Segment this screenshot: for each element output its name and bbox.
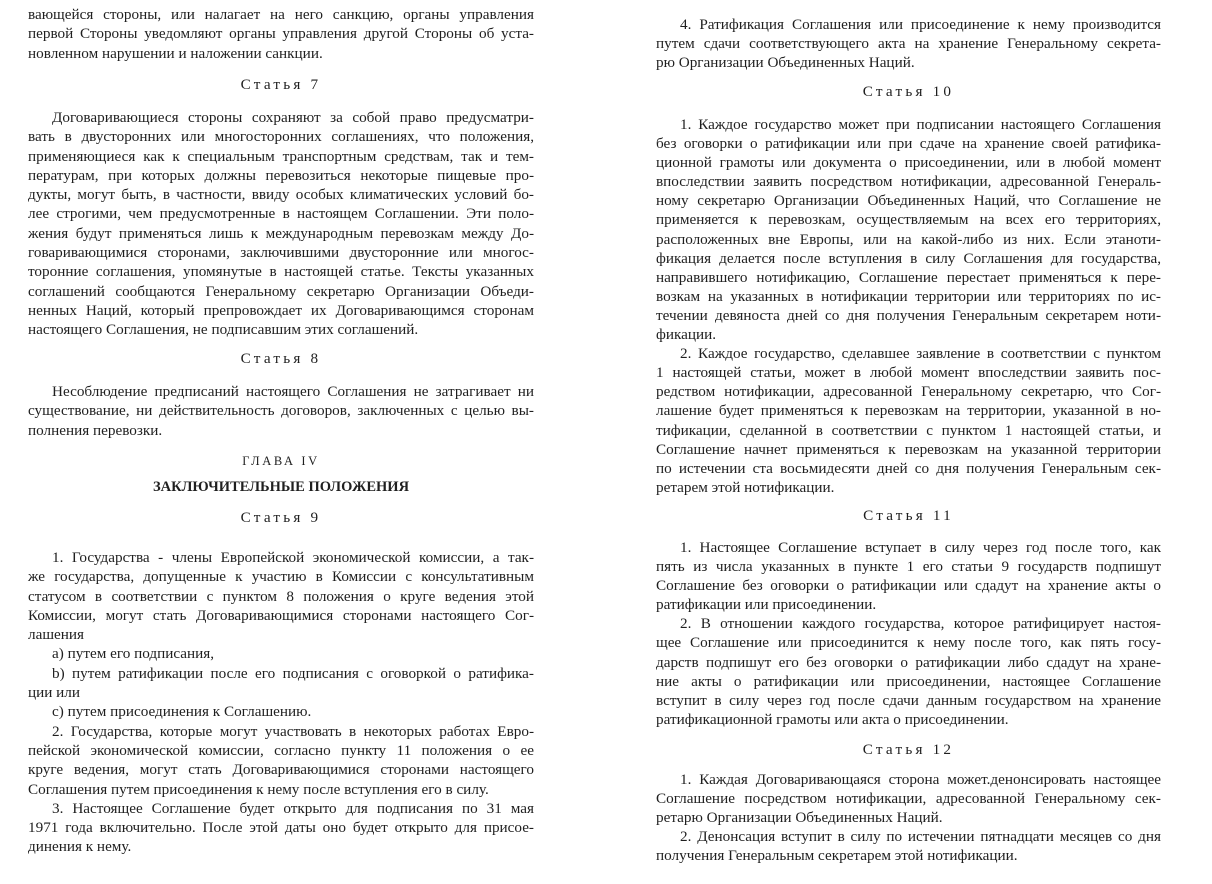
text-line: применяющиеся как к специальным транспортным средствам, так и тем-: [28, 147, 534, 165]
text-line: 1. Государства - члены Европейской экономической комиссии, а так-: [52, 549, 534, 566]
chapter-heading: ГЛАВА IV: [242, 454, 320, 468]
left-page-column: [28, 0, 534, 884]
section-title: ЗАКЛЮЧИТЕЛЬНЫЕ ПОЛОЖЕНИЯ: [152, 479, 410, 495]
text-line: статусом в соответствии с пунктом 8 положения о круге ведения этой: [28, 587, 534, 605]
article-heading: Статья 9: [240, 509, 322, 526]
text-section: [28, 108, 534, 340]
text-line: ние акты о ратификации или присоединении, настоящее Соглашение: [656, 672, 1161, 690]
text-section: [656, 538, 1161, 729]
text-line: ретарем этой нотификации.: [656, 478, 835, 496]
text-line: ционной грамоты или документа о присоединении, или в любой момент: [656, 154, 1161, 172]
text-line: щее Соглашение или присоединится к нему после того, как пять госу-: [656, 634, 1161, 652]
text-line: течении девяноста дней со дня получения Генеральным секретарем ноти-: [656, 306, 1161, 324]
paragraph: [656, 614, 1161, 729]
text-line: лашения: [28, 626, 84, 644]
text-line: 3. Настоящее Соглашение будет открыто для подписания по 31 мая: [52, 799, 534, 817]
paragraph: [28, 722, 534, 799]
text-line: фикации.: [656, 326, 717, 344]
text-line: жения будут применяться лишь к международным перевозкам между До-: [28, 224, 534, 242]
text-line: ратификационной грамоты или акта о присоединении.: [656, 710, 1009, 728]
text-line: Соглашение начнет применяться к перевозкам на указанной территории: [656, 440, 1161, 458]
article-heading: Статья 11: [863, 507, 954, 524]
paragraph: [656, 538, 1161, 614]
text-section: [656, 770, 1161, 865]
text-line: возкам на указанных в нотификации территории или территориях по ис-: [656, 287, 1161, 305]
article-heading: Статья 10: [862, 83, 955, 100]
text-line: расположенных вне Европы, или на какой-либо из них. Если этаноти-: [656, 230, 1161, 248]
text-line: ции или: [28, 684, 81, 702]
text-line: тификации, сделанной в соответствии с пунктом 1 настоящей статьи, и: [656, 421, 1161, 439]
text-line: применяется к перевозкам, осуществляемым на всех его территориях,: [656, 211, 1161, 229]
text-line: ному секретарю Организации Объединенных Наций, что Соглашение не: [656, 192, 1161, 210]
paragraph: [656, 827, 1161, 865]
text-line: редством нотификации, адресованной Генеральному секретарю, что Сог-: [656, 383, 1161, 401]
text-line: путем сдачи соответствующего акта на хранение Генеральному секрета-: [656, 35, 1161, 53]
text-line: пейской экономической комиссии, согласно пункту 11 положения о ее: [28, 741, 534, 759]
text-line: существование, ни действительность договоров, заключенных с целью вы-: [28, 402, 534, 420]
article-heading: Статья 12: [862, 741, 955, 758]
paragraph: [656, 344, 1161, 497]
paragraph: [28, 5, 534, 63]
text-line: рю Организации Объединенных Наций.: [656, 54, 915, 72]
paragraph: [28, 548, 534, 644]
text-line: 1. Настоящее Соглашение вступает в силу через год после того, как: [680, 539, 1161, 556]
text-line: полнения перевозки.: [28, 421, 163, 439]
text-line: Несоблюдение предписаний настоящего Соглашения не затрагивает ни: [52, 383, 534, 400]
text-line: 2. В отношении каждого государства, которое ратифицирует настоя-: [680, 615, 1161, 633]
text-line: ретарю Организации Объединенных Наций.: [656, 809, 943, 827]
paragraph: [656, 115, 1161, 344]
text-line: динения к нему.: [28, 838, 132, 856]
text-line: по истечении ста восьмидесяти дней со дня получения Генеральным сек-: [656, 459, 1161, 477]
text-line: торонние соглашения, упомянутые в настоящей статье. Тексты указанных: [28, 263, 534, 281]
text-line: вающейся стороны, или налагает на него санкцию, органы управления: [28, 6, 534, 23]
text-line: дарств подпишут его без оговорки о ратификации либо сдадут на хране-: [656, 653, 1161, 671]
text-section: [28, 5, 534, 63]
text-line: 1. Каждое государство может при подписании настоящего Соглашения: [680, 116, 1161, 133]
text-line: 2. Государства, которые могут участвовать в некоторых работах Евро-: [52, 722, 534, 740]
text-section: [656, 115, 1161, 497]
paragraph: [656, 770, 1161, 827]
text-line: пять из числа указанных в пункте 1 его статьи 9 государств подпишут: [656, 558, 1161, 576]
paragraph: [28, 664, 534, 703]
text-line: новленном нарушении и наложении санкции.: [28, 44, 323, 62]
text-section: [656, 15, 1161, 72]
text-line: получения Генеральным секретарем этой нотификации.: [656, 847, 1018, 865]
text-section: [28, 548, 534, 857]
text-line: направившего нотификацию, Соглашение перестает применяться к пере-: [656, 268, 1161, 286]
text-section: [28, 382, 534, 440]
text-line: 2. Денонсация вступит в силу по истечении пятнадцати месяцев со дня: [680, 828, 1161, 846]
text-line: соглашений сообщаются Генеральному секретарю Организации Объеди-: [28, 282, 534, 300]
text-line: вать в двусторонних или многосторонних соглашениях, что положения,: [28, 128, 534, 146]
text-line: впоследствии заявить посредством нотификации, адресованной Генераль-: [656, 173, 1161, 191]
text-line: вступит в силу через год после сдачи данным государством на хранение: [656, 691, 1161, 709]
text-line: фикация делается после вступления в силу Соглашения для государства,: [656, 249, 1161, 267]
text-line: без оговорки о ратификации или при сдаче на хранение своей ратифика-: [656, 135, 1161, 153]
paragraph: [28, 108, 534, 340]
text-line: настоящего Соглашения, не подписавшим этих соглашений.: [28, 321, 419, 339]
text-line: лее строгими, чем предусмотренные в настоящем Соглашении. Эти поло-: [28, 205, 534, 223]
text-line: 1. Каждая Договаривающаяся сторона может.денонсировать настоящее: [680, 771, 1161, 788]
right-page-column: [656, 0, 1161, 884]
paragraph: [656, 15, 1161, 72]
text-line: ратификации или присоединении.: [656, 596, 877, 614]
article-heading: Статья 8: [240, 350, 322, 367]
text-line: a) путем его подписания,: [52, 645, 215, 663]
text-line: ненных Наций, который препровождает их Договаривающимся сторонам: [28, 301, 534, 319]
paragraph: [28, 799, 534, 857]
text-line: круге ведения, могут стать Договаривающимися сторонами настоящего: [28, 761, 534, 779]
text-line: 4. Ратификация Соглашения или присоединение к нему производится: [680, 16, 1161, 33]
text-line: лашение будет применяться к перевозкам на территории, указанной в но-: [656, 402, 1161, 420]
text-line: же государства, допущенные к участию в Комиссии с консультативным: [28, 568, 534, 586]
article-heading: Статья 7: [240, 76, 322, 93]
text-line: первой Стороны уведомляют органы управления другой Стороны об уста-: [28, 25, 534, 43]
text-line: говаривающимися сторонами, заключившими двусторонние или многос-: [28, 244, 534, 262]
paragraph: [28, 382, 534, 440]
text-line: Договаривающиеся стороны сохраняют за собой право предусматри-: [52, 109, 534, 126]
text-line: Соглашение без оговорки о ратификации или сдадут на хранение акты о: [656, 577, 1161, 595]
text-line: 1971 года включительно. После этой даты оно будет открыто для присое-: [28, 819, 534, 837]
text-line: пературам, при которых должны перевозиться некоторые пищевые про-: [28, 166, 534, 184]
text-line: c) путем присоединения к Соглашению.: [52, 703, 312, 721]
text-line: Соглашения путем присоединения к нему после вступления его в силу.: [28, 780, 489, 798]
text-line: b) путем ратификации после его подписания с оговоркой о ратифика-: [52, 664, 534, 682]
text-line: дукты, могут быть, в частности, ввиду особых климатических условий бо-: [28, 186, 534, 204]
paragraph: [28, 702, 534, 721]
text-line: 2. Каждое государство, сделавшее заявление в соответствии с пунктом: [680, 345, 1161, 363]
text-line: Соглашение посредством нотификации, адресованной Генеральному сек-: [656, 790, 1161, 808]
text-line: Комиссии, могут стать Договаривающимися сторонами настоящего Сог-: [28, 606, 534, 624]
text-line: 1 настоящей статьи, может в любой момент впоследствии заявить пос-: [656, 364, 1161, 382]
paragraph: [28, 644, 534, 663]
